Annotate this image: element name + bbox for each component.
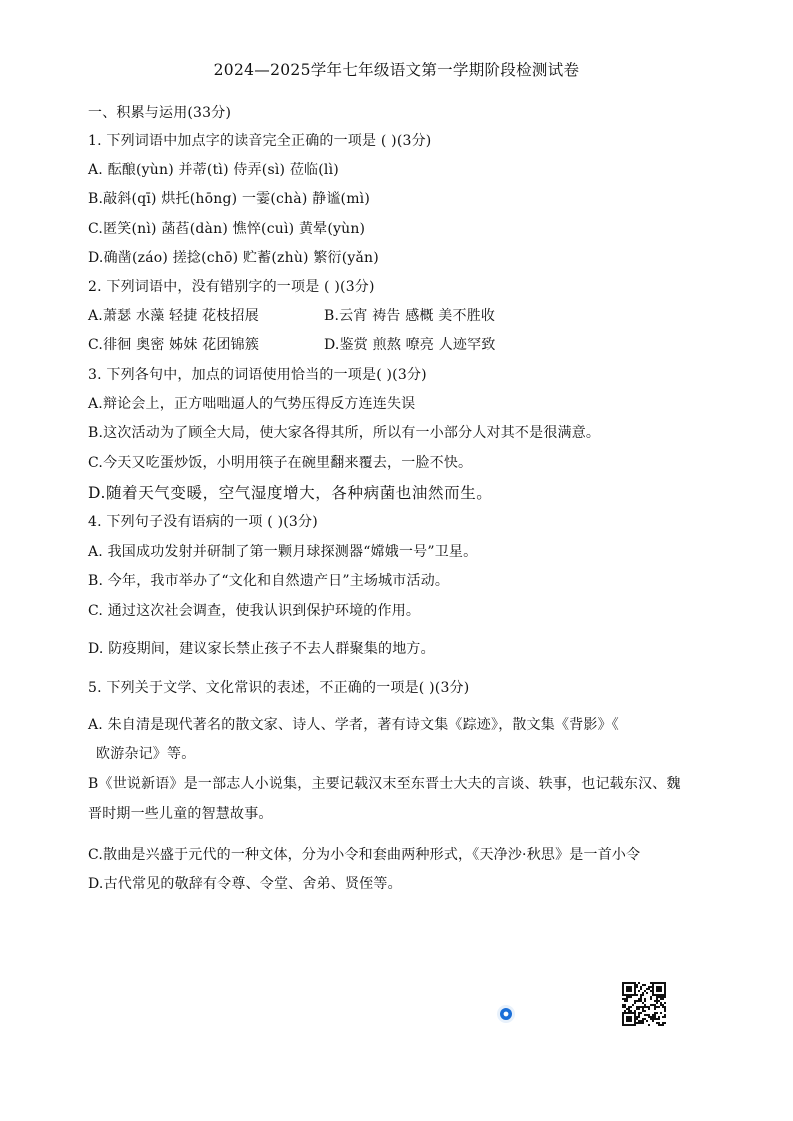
question-4-stem: 4. 下列句子没有语病的一项 ( )(3分) (88, 514, 318, 530)
section-heading: 一、积累与运用(33分) (88, 105, 232, 121)
question-2-option-d: D.鉴赏 煎熬 嘹亮 人迹罕致 (324, 337, 496, 353)
question-4-option-d: D. 防疫期间，建议家长禁止孩子不去人群聚集的地方。 (88, 641, 435, 657)
question-5-option-d: D.古代常见的敬辞有令尊、令堂、舍弟、贤侄等。 (88, 876, 402, 892)
question-1-option-a: A. 酝酿(yùn) 并蒂(tì) 侍弄(sì) 莅临(lì) (88, 162, 339, 178)
question-3-option-a: A.辩论会上，正方咄咄逼人的气势压得反方连连失误 (88, 396, 416, 412)
question-2-option-a: A.萧瑟 水藻 轻捷 花枝招展 (88, 308, 259, 324)
question-5-option-b-line-1: B《世说新语》是一部志人小说集，主要记载汉末至东晋士大夫的言谈、轶事，也记载东汉、魏 (88, 776, 681, 792)
question-5-option-a-line-2: 欧游杂记》等。 (96, 746, 196, 762)
question-4-option-a: A. 我国成功发射并研制了第一颗月球探测器“嫦娥一号”卫星。 (88, 544, 478, 560)
question-2-option-c: C.徘徊 奥密 姊妹 花团锦簇 (88, 337, 260, 353)
question-5-option-b-line-2: 晋时期一些儿童的智慧故事。 (88, 806, 273, 822)
question-1-stem: 1. 下列词语中加点字的读音完全正确的一项是 ( )(3分) (88, 133, 432, 149)
page-title: 2024—2025学年七年级语文第一学期阶段检测试卷 (213, 61, 580, 79)
question-2-stem: 2. 下列词语中，没有错别字的一项是 ( )(3分) (88, 279, 375, 295)
qr-code-icon (622, 982, 666, 1026)
circle-logo-icon (496, 1004, 516, 1024)
question-1-option-b: B.敲斜(qī) 烘托(hōng) 一霎(chà) 静谧(mì) (88, 191, 371, 207)
question-1-option-c: C.匿笑(nì) 菡萏(dàn) 憔悴(cuì) 黄晕(yùn) (88, 221, 366, 237)
question-2-option-b: B.云宵 祷告 感概 美不胜收 (324, 308, 496, 324)
question-4-option-b: B. 今年，我市举办了“文化和自然遗产日”主场城市活动。 (88, 573, 450, 589)
question-5-option-a-line-1: A. 朱自清是现代著名的散文家、诗人、学者，著有诗文集《踪迹》，散文集《背影》《 (88, 717, 620, 733)
question-3-stem: 3. 下列各句中，加点的词语使用恰当的一项是( )(3分) (88, 367, 427, 383)
question-5-stem: 5. 下列关于文学、文化常识的表述，不正确的一项是( )(3分) (88, 680, 470, 696)
question-4-option-c: C. 通过这次社会调查，使我认识到保护环境的作用。 (88, 603, 421, 619)
question-3-option-c: C.今天又吃蛋炒饭，小明用筷子在碗里翻来覆去，一脸不快。 (88, 455, 473, 471)
question-3-option-d: D.随着天气变暖，空气湿度增大，各种病菌也油然而生。 (88, 484, 493, 502)
question-3-option-b: B.这次活动为了顾全大局，使大家各得其所，所以有一小部分人对其不是很满意。 (88, 425, 601, 441)
question-2-row-1 (88, 307, 259, 325)
question-1-option-d: D.确凿(záo) 搓捻(chō) 贮蓄(zhù) 繁衍(yǎn) (88, 250, 379, 266)
question-5-option-c: C.散曲是兴盛于元代的一种文体，分为小令和套曲两种形式，《天净沙·秋思》是一首小令 (88, 847, 641, 863)
